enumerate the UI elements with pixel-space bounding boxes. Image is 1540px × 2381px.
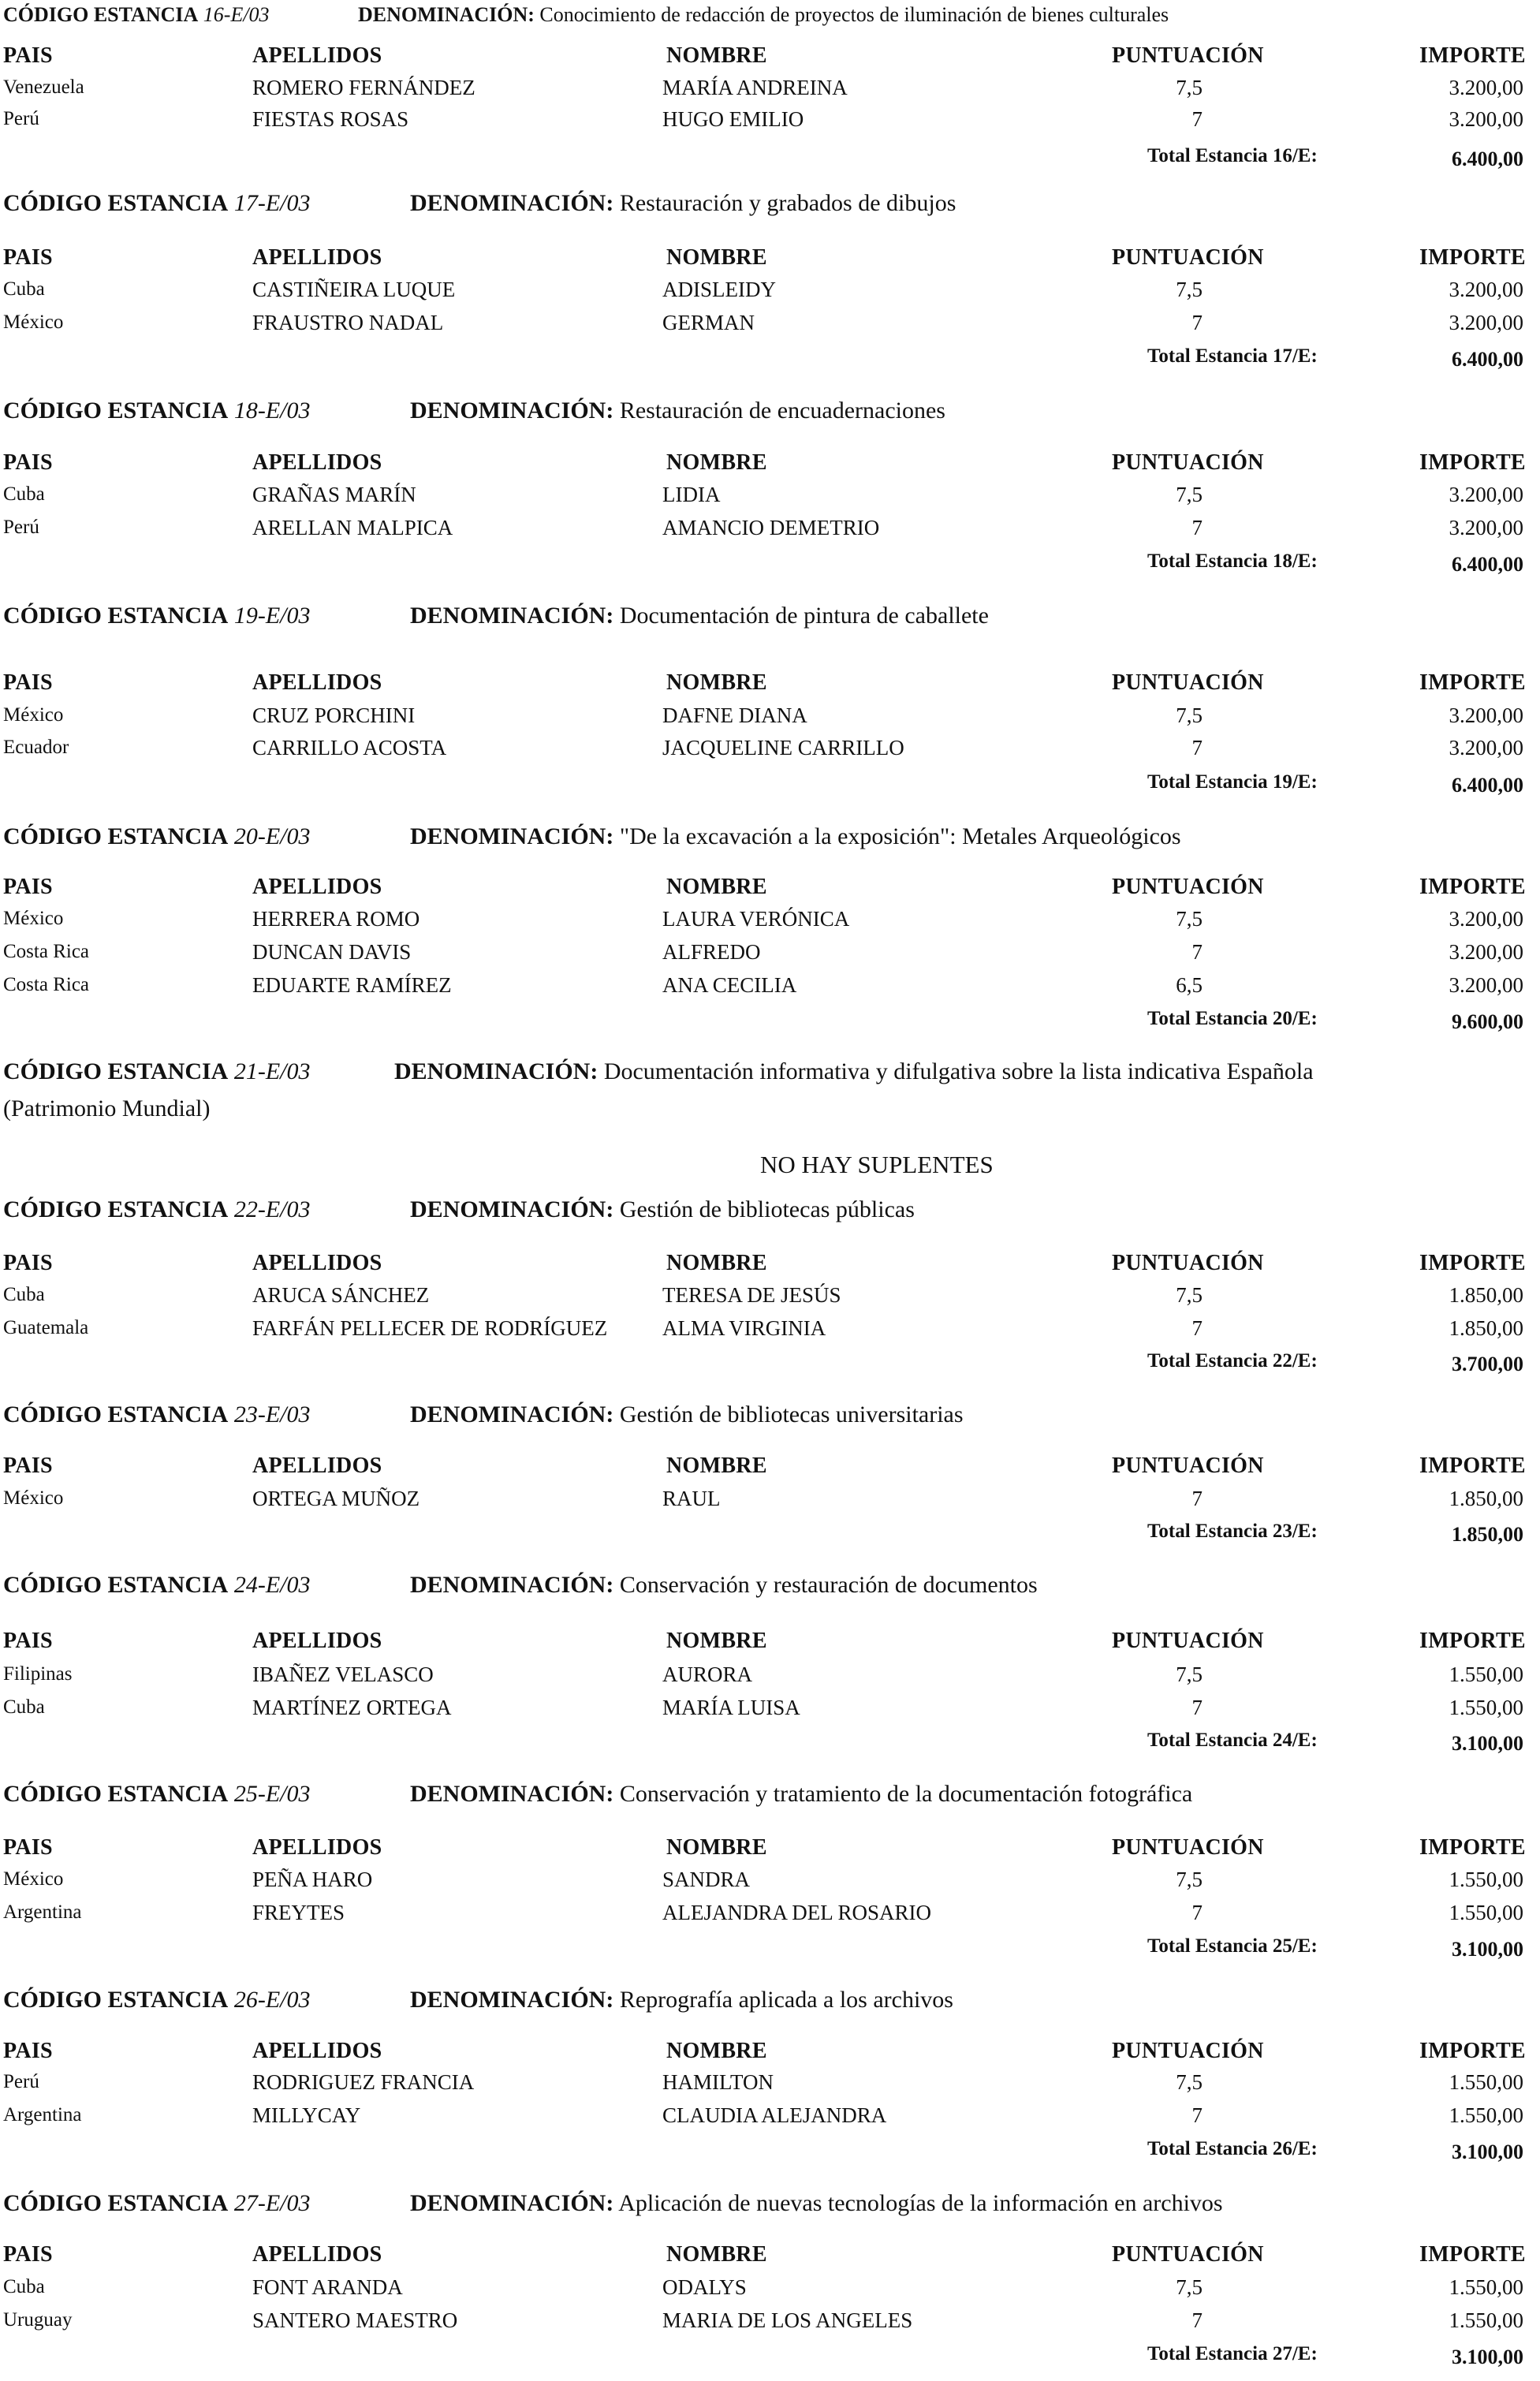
cell-importe: 3.200,00: [1449, 940, 1523, 964]
column-header-nombre: NOMBRE: [666, 1629, 767, 1653]
denominacion-label: DENOMINACIÓN:: [410, 603, 614, 629]
column-header-apellidos: APELLIDOS: [252, 670, 382, 695]
column-header-puntuacion: PUNTUACIÓN: [1112, 1454, 1264, 1478]
cell-importe: 3.200,00: [1449, 516, 1523, 539]
section-heading: [3, 192, 310, 215]
denominacion: [410, 1403, 964, 1427]
total-value: 3.100,00: [1452, 2140, 1523, 2163]
cell-importe: 3.200,00: [1449, 483, 1523, 506]
cell-apellidos: ROMERO FERNÁNDEZ: [252, 76, 475, 99]
column-header-apellidos: APELLIDOS: [252, 245, 382, 270]
section-heading: [3, 825, 310, 849]
cell-importe: 1.850,00: [1449, 1316, 1523, 1340]
column-header-pais: PAIS: [3, 1835, 53, 1860]
cell-nombre: JACQUELINE CARRILLO: [662, 736, 904, 759]
denominacion-text: Conocimiento de redacción de proyectos de iluminación de bienes culturales: [539, 3, 1169, 26]
cell-nombre: HUGO EMILIO: [662, 107, 804, 131]
column-header-apellidos: APELLIDOS: [252, 1454, 382, 1478]
column-header-pais: PAIS: [3, 1629, 53, 1653]
cell-apellidos: IBAÑEZ VELASCO: [252, 1663, 434, 1686]
cell-pais: Venezuela: [3, 77, 84, 98]
denominacion-label: DENOMINACIÓN:: [394, 1058, 598, 1084]
section-heading: [3, 604, 310, 628]
denominacion-text: Restauración y grabados de dibujos: [619, 190, 956, 216]
cell-nombre: ALMA VIRGINIA: [662, 1316, 826, 1340]
column-header-puntuacion: PUNTUACIÓN: [1112, 450, 1264, 475]
cell-importe: 3.200,00: [1449, 278, 1523, 301]
cell-pais: México: [3, 312, 64, 333]
cell-importe: 1.550,00: [1449, 2308, 1523, 2332]
total-value: 3.100,00: [1452, 1938, 1523, 1961]
column-header-importe: IMPORTE: [1419, 2039, 1526, 2063]
cell-pais: Filipinas: [3, 1663, 73, 1685]
denominacion-label: DENOMINACIÓN:: [410, 1987, 614, 2013]
cell-nombre: LIDIA: [662, 483, 721, 506]
codigo-label: CÓDIGO ESTANCIA: [3, 1058, 229, 1084]
column-header-pais: PAIS: [3, 2242, 53, 2267]
estancia-code: 19-E/03: [233, 603, 311, 629]
cell-puntuacion: 7: [1191, 1316, 1203, 1340]
column-header-puntuacion: PUNTUACIÓN: [1112, 1251, 1264, 1275]
no-substitutes-note: NO HAY SUPLENTES: [760, 1151, 994, 1178]
total-label: Total Estancia 24/E:: [1147, 1730, 1318, 1751]
column-header-apellidos: APELLIDOS: [252, 2242, 382, 2267]
cell-apellidos: DUNCAN DAVIS: [252, 940, 412, 964]
column-header-nombre: NOMBRE: [666, 43, 767, 68]
denominacion-text: Gestión de bibliotecas públicas: [619, 1196, 915, 1222]
denominacion: [410, 1198, 915, 1222]
cell-importe: 3.200,00: [1449, 311, 1523, 334]
cell-importe: 3.200,00: [1449, 76, 1523, 99]
estancia-code: 25-E/03: [233, 1781, 311, 1807]
column-header-pais: PAIS: [3, 2039, 53, 2063]
column-header-importe: IMPORTE: [1419, 670, 1526, 695]
denominacion: [410, 192, 956, 215]
column-header-apellidos: APELLIDOS: [252, 875, 382, 899]
cell-importe: 3.200,00: [1449, 703, 1523, 727]
cell-apellidos: FONT ARANDA: [252, 2275, 403, 2299]
cell-importe: 3.200,00: [1449, 736, 1523, 759]
cell-nombre: CLAUDIA ALEJANDRA: [662, 2103, 887, 2127]
denominacion-continuation: (Patrimonio Mundial): [3, 1095, 211, 1121]
cell-nombre: ADISLEIDY: [662, 278, 776, 301]
cell-puntuacion: 7,5: [1176, 483, 1203, 506]
column-header-puntuacion: PUNTUACIÓN: [1112, 2242, 1264, 2267]
total-label: Total Estancia 22/E:: [1147, 1350, 1318, 1372]
section-heading: [3, 5, 270, 25]
cell-importe: 1.550,00: [1449, 1696, 1523, 1719]
cell-pais: Ecuador: [3, 737, 69, 758]
estancia-code: 26-E/03: [233, 1987, 311, 2013]
section-heading: [3, 1198, 310, 1222]
cell-pais: Cuba: [3, 2276, 45, 2297]
denominacion-text: Documentación informativa y difulgativa sobre la lista indicativa Española: [603, 1058, 1314, 1084]
column-header-nombre: NOMBRE: [666, 2039, 767, 2063]
total-value: 6.400,00: [1452, 348, 1523, 371]
cell-puntuacion: 7: [1191, 107, 1203, 131]
cell-apellidos: HERRERA ROMO: [252, 907, 420, 931]
cell-puntuacion: 7,5: [1176, 76, 1203, 99]
cell-apellidos: CRUZ PORCHINI: [252, 703, 416, 727]
column-header-nombre: NOMBRE: [666, 875, 767, 899]
denominacion-text: Conservación y restauración de documentos: [619, 1572, 1038, 1598]
column-header-nombre: NOMBRE: [666, 2242, 767, 2267]
column-header-puntuacion: PUNTUACIÓN: [1112, 43, 1264, 68]
cell-apellidos: CASTIÑEIRA LUQUE: [252, 278, 456, 301]
total-value: 3.100,00: [1452, 1732, 1523, 1755]
cell-apellidos: EDUARTE RAMÍREZ: [252, 973, 452, 997]
cell-importe: 1.550,00: [1449, 1868, 1523, 1891]
cell-importe: 1.550,00: [1449, 2275, 1523, 2299]
cell-nombre: AMANCIO DEMETRIO: [662, 516, 880, 539]
cell-pais: Argentina: [3, 2104, 82, 2125]
column-header-pais: PAIS: [3, 245, 53, 270]
total-value: 9.600,00: [1452, 1010, 1523, 1033]
cell-apellidos: GRAÑAS MARÍN: [252, 483, 416, 506]
cell-importe: 1.550,00: [1449, 2070, 1523, 2094]
column-header-importe: IMPORTE: [1419, 450, 1526, 475]
section-heading: [3, 399, 310, 423]
column-header-pais: PAIS: [3, 450, 53, 475]
denominacion-label: DENOMINACIÓN:: [410, 397, 614, 424]
column-header-importe: IMPORTE: [1419, 875, 1526, 899]
column-header-pais: PAIS: [3, 43, 53, 68]
cell-puntuacion: 7: [1191, 940, 1203, 964]
cell-nombre: DAFNE DIANA: [662, 703, 807, 727]
column-header-puntuacion: PUNTUACIÓN: [1112, 2039, 1264, 2063]
denominacion-label: DENOMINACIÓN:: [410, 1196, 614, 1222]
codigo-label: CÓDIGO ESTANCIA: [3, 190, 229, 216]
cell-puntuacion: 7,5: [1176, 1283, 1203, 1307]
total-value: 3.100,00: [1452, 2346, 1523, 2368]
column-header-pais: PAIS: [3, 1454, 53, 1478]
cell-puntuacion: 7: [1191, 516, 1203, 539]
column-header-nombre: NOMBRE: [666, 670, 767, 695]
column-header-puntuacion: PUNTUACIÓN: [1112, 875, 1264, 899]
cell-apellidos: PEÑA HARO: [252, 1868, 373, 1891]
cell-nombre: RAUL: [662, 1487, 721, 1510]
total-value: 6.400,00: [1452, 774, 1523, 797]
denominacion: [410, 825, 1181, 849]
total-label: Total Estancia 26/E:: [1147, 2138, 1318, 2159]
cell-nombre: MARÍA LUISA: [662, 1696, 800, 1719]
cell-pais: Argentina: [3, 1901, 82, 1923]
column-header-nombre: NOMBRE: [666, 1454, 767, 1478]
cell-nombre: ANA CECILIA: [662, 973, 797, 997]
denominacion-label: DENOMINACIÓN:: [358, 3, 535, 26]
column-header-pais: PAIS: [3, 670, 53, 695]
estancia-code: 21-E/03: [233, 1058, 311, 1084]
column-header-pais: PAIS: [3, 1251, 53, 1275]
cell-pais: Perú: [3, 517, 39, 538]
cell-importe: 1.550,00: [1449, 1663, 1523, 1686]
cell-pais: Perú: [3, 2071, 39, 2092]
denominacion: [394, 1060, 1314, 1084]
column-header-importe: IMPORTE: [1419, 245, 1526, 270]
cell-nombre: HAMILTON: [662, 2070, 774, 2094]
cell-importe: 3.200,00: [1449, 907, 1523, 931]
cell-puntuacion: 7: [1191, 736, 1203, 759]
codigo-label: CÓDIGO ESTANCIA: [3, 397, 229, 424]
cell-pais: Cuba: [3, 483, 45, 505]
column-header-puntuacion: PUNTUACIÓN: [1112, 1629, 1264, 1653]
total-value: 3.700,00: [1452, 1353, 1523, 1375]
cell-apellidos: ARELLAN MALPICA: [252, 516, 453, 539]
cell-puntuacion: 7,5: [1176, 1868, 1203, 1891]
column-header-apellidos: APELLIDOS: [252, 1251, 382, 1275]
cell-nombre: TERESA DE JESÚS: [662, 1283, 841, 1307]
cell-importe: 1.550,00: [1449, 1901, 1523, 1924]
section-heading: [3, 1060, 310, 1084]
section-heading: [3, 1573, 310, 1597]
column-header-apellidos: APELLIDOS: [252, 450, 382, 475]
cell-importe: 1.550,00: [1449, 2103, 1523, 2127]
denominacion: [410, 1988, 953, 2012]
cell-apellidos: FIESTAS ROSAS: [252, 107, 409, 131]
cell-apellidos: SANTERO MAESTRO: [252, 2308, 458, 2332]
cell-pais: Costa Rica: [3, 974, 90, 995]
total-value: 6.400,00: [1452, 147, 1523, 170]
cell-pais: México: [3, 1868, 64, 1890]
cell-nombre: ALFREDO: [662, 940, 761, 964]
cell-pais: Cuba: [3, 1284, 45, 1305]
cell-puntuacion: 7,5: [1176, 2070, 1203, 2094]
column-header-importe: IMPORTE: [1419, 43, 1526, 68]
denominacion-text: Restauración de encuadernaciones: [619, 397, 945, 424]
cell-pais: México: [3, 1487, 64, 1509]
cell-pais: Guatemala: [3, 1317, 89, 1338]
cell-importe: 3.200,00: [1449, 973, 1523, 997]
estancia-code: 24-E/03: [233, 1572, 311, 1598]
denominacion: [358, 5, 1169, 25]
column-header-nombre: NOMBRE: [666, 450, 767, 475]
denominacion-text: Reprografía aplicada a los archivos: [619, 1987, 953, 2013]
cell-apellidos: FRAUSTRO NADAL: [252, 311, 444, 334]
cell-puntuacion: 6,5: [1176, 973, 1203, 997]
cell-puntuacion: 7: [1191, 1487, 1203, 1510]
denominacion-label: DENOMINACIÓN:: [410, 190, 614, 216]
cell-importe: 3.200,00: [1449, 107, 1523, 131]
cell-nombre: LAURA VERÓNICA: [662, 907, 850, 931]
cell-apellidos: ARUCA SÁNCHEZ: [252, 1283, 430, 1307]
cell-apellidos: MILLYCAY: [252, 2103, 361, 2127]
codigo-label: CÓDIGO ESTANCIA: [3, 823, 229, 849]
column-header-puntuacion: PUNTUACIÓN: [1112, 1835, 1264, 1860]
cell-nombre: SANDRA: [662, 1868, 751, 1891]
section-heading: [3, 1782, 310, 1806]
column-header-nombre: NOMBRE: [666, 245, 767, 270]
cell-pais: México: [3, 704, 64, 726]
cell-apellidos: FREYTES: [252, 1901, 345, 1924]
estancia-code: 22-E/03: [233, 1196, 311, 1222]
cell-puntuacion: 7: [1191, 1696, 1203, 1719]
codigo-label: CÓDIGO ESTANCIA: [3, 1196, 229, 1222]
codigo-label: CÓDIGO ESTANCIA: [3, 1781, 229, 1807]
denominacion-text: Gestión de bibliotecas universitarias: [619, 1401, 964, 1427]
cell-importe: 1.850,00: [1449, 1487, 1523, 1510]
section-heading: [3, 1403, 310, 1427]
cell-puntuacion: 7: [1191, 311, 1203, 334]
total-label: Total Estancia 23/E:: [1147, 1521, 1318, 1542]
total-label: Total Estancia 25/E:: [1147, 1935, 1318, 1957]
total-label: Total Estancia 20/E:: [1147, 1008, 1318, 1029]
denominacion-label: DENOMINACIÓN:: [410, 823, 614, 849]
cell-apellidos: FARFÁN PELLECER DE RODRÍGUEZ: [252, 1316, 608, 1340]
column-header-importe: IMPORTE: [1419, 1629, 1526, 1653]
total-value: 1.850,00: [1452, 1523, 1523, 1546]
codigo-label: CÓDIGO ESTANCIA: [3, 1572, 229, 1598]
column-header-apellidos: APELLIDOS: [252, 2039, 382, 2063]
denominacion: [410, 604, 989, 628]
cell-importe: 1.850,00: [1449, 1283, 1523, 1307]
estancia-code: 20-E/03: [233, 823, 311, 849]
column-header-apellidos: APELLIDOS: [252, 43, 382, 68]
estancia-code: 17-E/03: [233, 190, 311, 216]
total-label: Total Estancia 17/E:: [1147, 345, 1318, 367]
cell-pais: Perú: [3, 108, 39, 129]
estancia-code: 23-E/03: [233, 1401, 311, 1427]
denominacion-label: DENOMINACIÓN:: [410, 1401, 614, 1427]
cell-apellidos: ORTEGA MUÑOZ: [252, 1487, 420, 1510]
denominacion: [410, 399, 945, 423]
cell-pais: Cuba: [3, 278, 45, 300]
denominacion-label: DENOMINACIÓN:: [410, 1572, 614, 1598]
cell-apellidos: MARTÍNEZ ORTEGA: [252, 1696, 452, 1719]
cell-puntuacion: 7,5: [1176, 907, 1203, 931]
cell-nombre: AURORA: [662, 1663, 753, 1686]
cell-puntuacion: 7: [1191, 1901, 1203, 1924]
section-heading: [3, 1988, 310, 2012]
codigo-label: CÓDIGO ESTANCIA: [3, 1987, 229, 2013]
denominacion-label: DENOMINACIÓN:: [410, 2190, 614, 2216]
estancia-code: 16-E/03: [203, 3, 270, 26]
cell-nombre: ODALYS: [662, 2275, 747, 2299]
section-heading: [3, 2192, 310, 2215]
estancia-code: 27-E/03: [233, 2190, 311, 2216]
column-header-nombre: NOMBRE: [666, 1251, 767, 1275]
total-label: Total Estancia 16/E:: [1147, 145, 1318, 166]
cell-apellidos: CARRILLO ACOSTA: [252, 736, 447, 759]
column-header-apellidos: APELLIDOS: [252, 1629, 382, 1653]
cell-puntuacion: 7: [1191, 2308, 1203, 2332]
total-label: Total Estancia 19/E:: [1147, 771, 1318, 793]
denominacion-text: Documentación de pintura de caballete: [619, 603, 989, 629]
cell-puntuacion: 7,5: [1176, 278, 1203, 301]
column-header-apellidos: APELLIDOS: [252, 1835, 382, 1860]
cell-pais: Uruguay: [3, 2309, 73, 2331]
denominacion: [410, 1573, 1038, 1597]
cell-puntuacion: 7,5: [1176, 703, 1203, 727]
cell-puntuacion: 7,5: [1176, 1663, 1203, 1686]
denominacion-text: Conservación y tratamiento de la documentación fotográfica: [619, 1781, 1193, 1807]
cell-nombre: MARIA DE LOS ANGELES: [662, 2308, 913, 2332]
cell-pais: Cuba: [3, 1696, 45, 1718]
cell-pais: México: [3, 908, 64, 929]
denominacion-label: DENOMINACIÓN:: [410, 1781, 614, 1807]
total-label: Total Estancia 18/E:: [1147, 550, 1318, 572]
cell-pais: Costa Rica: [3, 941, 90, 962]
codigo-label: CÓDIGO ESTANCIA: [3, 3, 199, 26]
cell-nombre: MARÍA ANDREINA: [662, 76, 848, 99]
column-header-importe: IMPORTE: [1419, 1454, 1526, 1478]
column-header-importe: IMPORTE: [1419, 1835, 1526, 1860]
cell-puntuacion: 7,5: [1176, 2275, 1203, 2299]
denominacion-text: Aplicación de nuevas tecnologías de la información en archivos: [618, 2190, 1223, 2216]
total-label: Total Estancia 27/E:: [1147, 2343, 1318, 2364]
cell-puntuacion: 7: [1191, 2103, 1203, 2127]
estancia-code: 18-E/03: [233, 397, 311, 424]
column-header-nombre: NOMBRE: [666, 1835, 767, 1860]
column-header-pais: PAIS: [3, 875, 53, 899]
column-header-importe: IMPORTE: [1419, 2242, 1526, 2267]
cell-nombre: GERMAN: [662, 311, 755, 334]
cell-apellidos: RODRIGUEZ FRANCIA: [252, 2070, 475, 2094]
codigo-label: CÓDIGO ESTANCIA: [3, 1401, 229, 1427]
denominacion: [410, 2192, 1223, 2215]
codigo-label: CÓDIGO ESTANCIA: [3, 603, 229, 629]
column-header-puntuacion: PUNTUACIÓN: [1112, 245, 1264, 270]
column-header-importe: IMPORTE: [1419, 1251, 1526, 1275]
column-header-puntuacion: PUNTUACIÓN: [1112, 670, 1264, 695]
denominacion-text: "De la excavación a la exposición": Metales Arqueológicos: [619, 823, 1181, 849]
cell-nombre: ALEJANDRA DEL ROSARIO: [662, 1901, 932, 1924]
total-value: 6.400,00: [1452, 553, 1523, 576]
denominacion: [410, 1782, 1192, 1806]
codigo-label: CÓDIGO ESTANCIA: [3, 2190, 229, 2216]
